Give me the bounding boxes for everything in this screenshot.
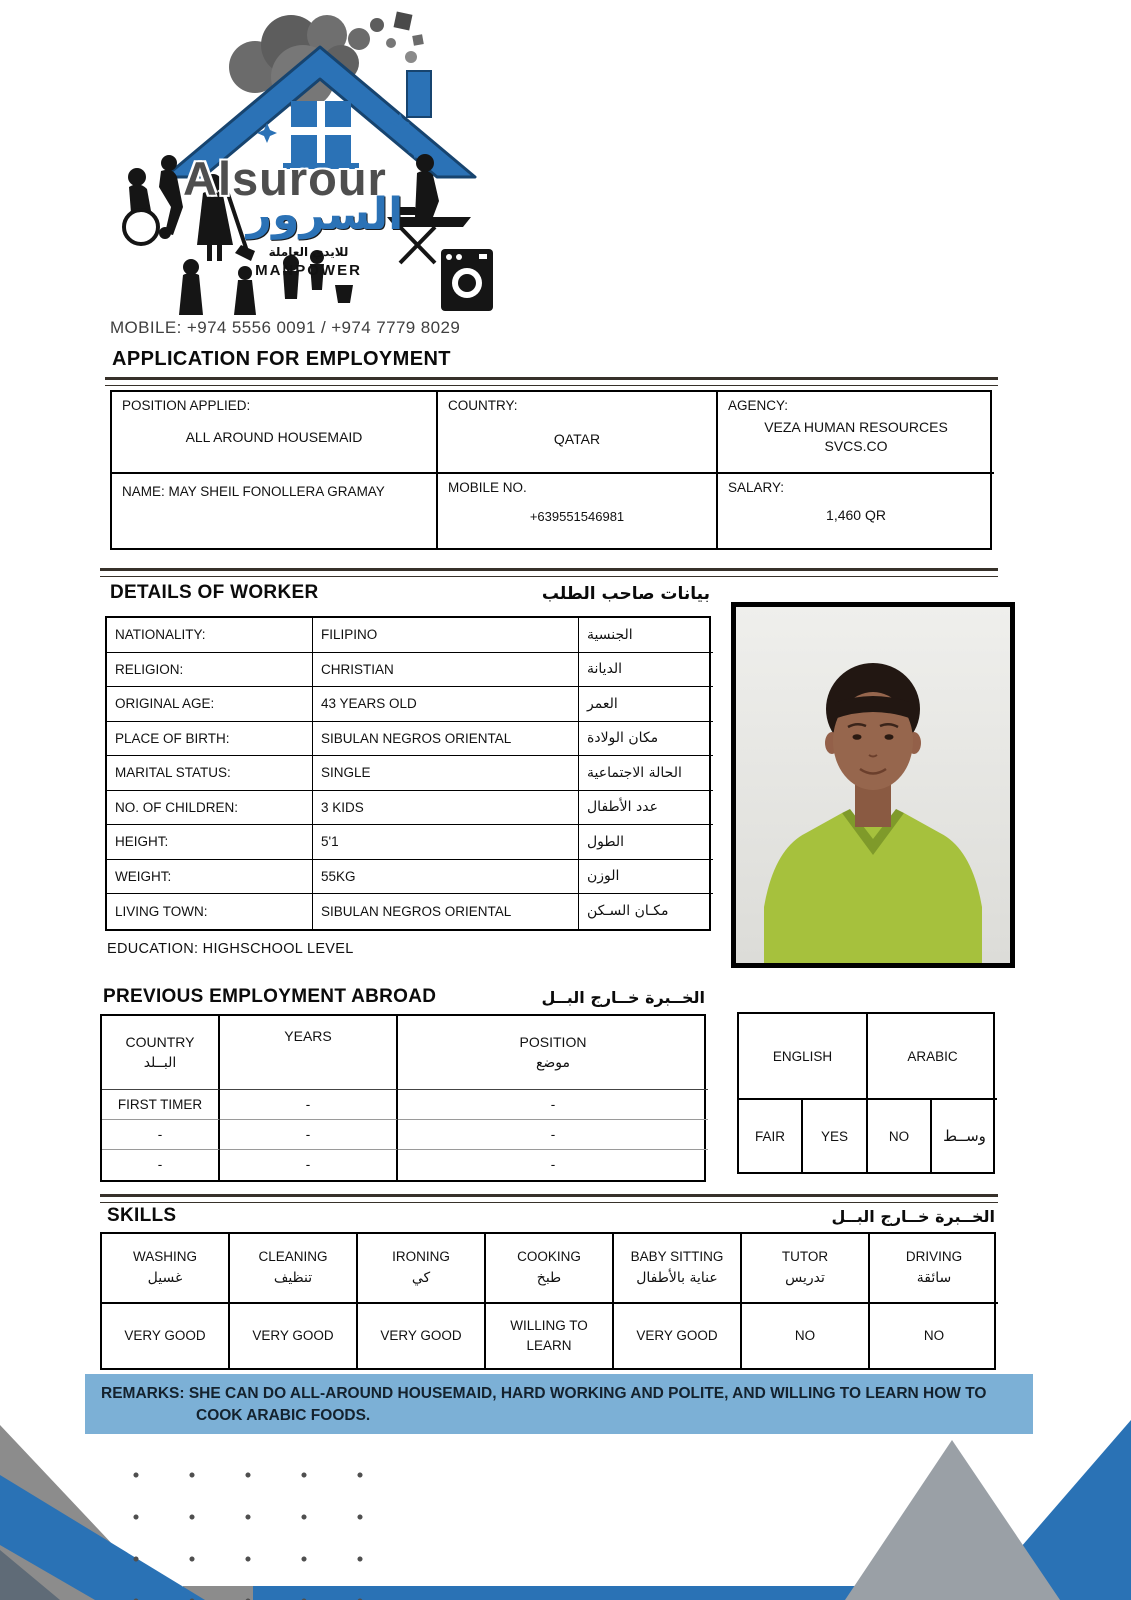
employment-row-position: - bbox=[398, 1090, 708, 1120]
skill-rating: VERY GOOD bbox=[230, 1304, 358, 1368]
remarks-box bbox=[85, 1374, 1033, 1434]
position-applied-value: ALL AROUND HOUSEMAID bbox=[185, 429, 363, 445]
employment-row-position: - bbox=[550, 1157, 556, 1173]
employment-header-country-label: COUNTRY bbox=[125, 1034, 195, 1051]
skill-rating: NO bbox=[923, 1327, 945, 1343]
language-english-level: FAIR bbox=[739, 1100, 803, 1172]
previous-employment-table bbox=[100, 1014, 706, 1182]
name-cell bbox=[112, 474, 438, 548]
mobile-cell bbox=[438, 474, 718, 548]
language-arabic-value: NO bbox=[868, 1100, 932, 1172]
detail-label: WEIGHT: bbox=[107, 860, 313, 895]
skill-arabic: غسيل bbox=[147, 1269, 183, 1286]
detail-label: HEIGHT: bbox=[107, 825, 313, 860]
language-arabic-header: ARABIC bbox=[868, 1014, 997, 1100]
agency-value-line2: SVCS.CO bbox=[824, 438, 888, 454]
detail-arabic: الحالة الاجتماعية bbox=[579, 756, 713, 791]
skill-arabic: تدريس bbox=[785, 1269, 825, 1286]
name-label: NAME: MAY SHEIL FONOLLERA GRAMAY bbox=[122, 484, 385, 499]
details-table bbox=[105, 616, 711, 931]
employment-row-country: FIRST TIMER bbox=[102, 1090, 220, 1120]
skill-header bbox=[870, 1234, 998, 1304]
skill-rating: VERY GOOD bbox=[102, 1304, 230, 1368]
detail-label: ORIGINAL AGE: bbox=[107, 687, 313, 722]
skills-table bbox=[100, 1232, 996, 1370]
detail-arabic: الطول bbox=[579, 825, 713, 860]
mobile-value: +639551546981 bbox=[529, 509, 625, 524]
skill-rating: VERY GOOD bbox=[358, 1304, 486, 1368]
employment-row-years: - bbox=[220, 1120, 398, 1150]
skill-name: CLEANING bbox=[258, 1249, 328, 1265]
detail-value: 43 YEARS OLD bbox=[313, 687, 579, 722]
remarks-line-1: REMARKS: SHE CAN DO ALL-AROUND HOUSEMAID, HARD WORKING AND POLITE, AND WILLING TO LEARN HOW TO bbox=[101, 1385, 987, 1402]
skill-header bbox=[614, 1234, 742, 1304]
employment-row-position: - bbox=[398, 1120, 708, 1150]
skill-rating: NO bbox=[742, 1304, 870, 1368]
skill-name: BABY SITTING bbox=[630, 1249, 724, 1265]
skills-section-title: SKILLS bbox=[107, 1205, 177, 1226]
detail-arabic: عدد الأطفال bbox=[579, 791, 713, 826]
skill-header bbox=[486, 1234, 614, 1304]
previous-employment-title-arabic: الخــبرة خــارج البــل bbox=[541, 988, 705, 1007]
skill-name: DRIVING bbox=[905, 1249, 963, 1265]
skill-rating: VERY GOOD bbox=[614, 1304, 742, 1368]
detail-value: CHRISTIAN bbox=[313, 653, 579, 688]
detail-label: MARITAL STATUS: bbox=[107, 756, 313, 791]
skill-arabic: كي bbox=[411, 1269, 431, 1286]
skill-header bbox=[102, 1234, 230, 1304]
skill-name: WASHING bbox=[133, 1249, 197, 1265]
employment-header-position-label: POSITION bbox=[519, 1034, 587, 1051]
country-value: QATAR bbox=[553, 431, 601, 447]
skill-name: IRONING bbox=[392, 1249, 450, 1265]
detail-arabic: الجنسية bbox=[579, 618, 713, 653]
detail-arabic: مكان الولادة bbox=[579, 722, 713, 757]
employment-row-country: - bbox=[102, 1120, 220, 1150]
logo-tagline-arabic: للايدي العاملة bbox=[268, 245, 349, 259]
detail-arabic: الوزن bbox=[579, 860, 713, 895]
detail-value: SIBULAN NEGROS ORIENTAL bbox=[313, 722, 579, 757]
skill-rating: WILLING TO LEARN bbox=[486, 1304, 614, 1368]
detail-label: PLACE OF BIRTH: bbox=[107, 722, 313, 757]
brand-text: Alsurour bbox=[183, 152, 387, 205]
language-table bbox=[737, 1012, 995, 1174]
skill-header bbox=[742, 1234, 870, 1304]
detail-value: FILIPINO bbox=[313, 618, 579, 653]
skill-arabic: طبخ bbox=[536, 1269, 562, 1286]
detail-arabic: مكـان السـكن bbox=[587, 903, 669, 920]
skill-arabic: سائقة bbox=[916, 1269, 952, 1286]
language-arabic-level: وســط bbox=[943, 1127, 986, 1145]
language-english-value: YES bbox=[803, 1100, 868, 1172]
agency-value-line1: VEZA HUMAN RESOURCES bbox=[764, 419, 948, 435]
detail-value: 5'1 bbox=[313, 825, 579, 860]
logo bbox=[95, 5, 495, 320]
skill-header bbox=[358, 1234, 486, 1304]
mobile-label: MOBILE NO. bbox=[448, 480, 527, 495]
previous-employment-title: PREVIOUS EMPLOYMENT ABROAD bbox=[103, 986, 437, 1007]
employment-header-country-arabic: البــلد bbox=[143, 1054, 177, 1071]
employment-row-country: - bbox=[102, 1150, 220, 1180]
detail-value: SINGLE bbox=[313, 756, 579, 791]
remarks-line-2: COOK ARABIC FOODS. bbox=[196, 1407, 371, 1425]
detail-value: 3 KIDS bbox=[313, 791, 579, 826]
detail-label: RELIGION: bbox=[107, 653, 313, 688]
skills-section-title-arabic: الخــبرة خــارج البــل bbox=[831, 1207, 995, 1226]
page-title: APPLICATION FOR EMPLOYMENT bbox=[112, 348, 451, 370]
employment-row-years: - bbox=[220, 1150, 398, 1180]
mobile-contact-line: MOBILE: +974 5556 0091 / +974 7779 8029 bbox=[110, 318, 461, 337]
language-english-header: ENGLISH bbox=[739, 1014, 868, 1100]
detail-arabic: الديانة bbox=[579, 653, 713, 688]
employment-row-years: - bbox=[220, 1090, 398, 1120]
skill-arabic: تنظيف bbox=[273, 1269, 313, 1286]
country-label: COUNTRY: bbox=[448, 398, 518, 413]
details-section-title: DETAILS OF WORKER bbox=[110, 582, 319, 603]
salary-cell bbox=[718, 474, 994, 548]
skill-name: COOKING bbox=[517, 1249, 581, 1265]
detail-label: NATIONALITY: bbox=[107, 618, 313, 653]
detail-value: 55KG bbox=[313, 860, 579, 895]
detail-arabic: العمر bbox=[579, 687, 713, 722]
salary-label: SALARY: bbox=[728, 480, 785, 495]
agency-label: AGENCY: bbox=[728, 398, 789, 413]
employment-header-years bbox=[220, 1016, 398, 1090]
detail-label: NO. OF CHILDREN: bbox=[107, 791, 313, 826]
employment-header-years-label: YEARS bbox=[284, 1028, 332, 1044]
bottom-right-gray-mountain bbox=[845, 1440, 1060, 1600]
dots-pattern bbox=[100, 1448, 390, 1600]
details-divider bbox=[100, 568, 998, 577]
logo-tagline-manpower: MANPOWER bbox=[255, 262, 362, 279]
employment-header-position bbox=[398, 1016, 708, 1090]
position-applied-label: POSITION APPLIED: bbox=[122, 398, 251, 413]
employment-header-country bbox=[102, 1016, 220, 1090]
agency-cell bbox=[718, 392, 994, 474]
salary-value: 1,460 QR bbox=[826, 507, 886, 523]
country-cell bbox=[438, 392, 718, 474]
employment-header-position-arabic: موضع bbox=[535, 1054, 571, 1071]
position-applied-cell bbox=[112, 392, 438, 474]
education-line: EDUCATION: HIGHSCHOOL LEVEL bbox=[107, 941, 354, 957]
details-section-title-arabic: بيانات صاحب الطلب bbox=[541, 584, 710, 604]
brand-arabic-text: السرور bbox=[246, 189, 404, 240]
application-table bbox=[110, 390, 992, 550]
title-divider bbox=[105, 377, 998, 386]
skill-arabic: عناية بالأطفال bbox=[636, 1269, 718, 1286]
photo-frame bbox=[731, 602, 1015, 968]
skill-name: TUTOR bbox=[781, 1249, 829, 1265]
detail-label: LIVING TOWN: bbox=[107, 894, 313, 929]
skills-divider bbox=[100, 1194, 998, 1203]
skill-header bbox=[230, 1234, 358, 1304]
worker-photo bbox=[736, 607, 1010, 963]
detail-value: SIBULAN NEGROS ORIENTAL bbox=[313, 894, 579, 929]
